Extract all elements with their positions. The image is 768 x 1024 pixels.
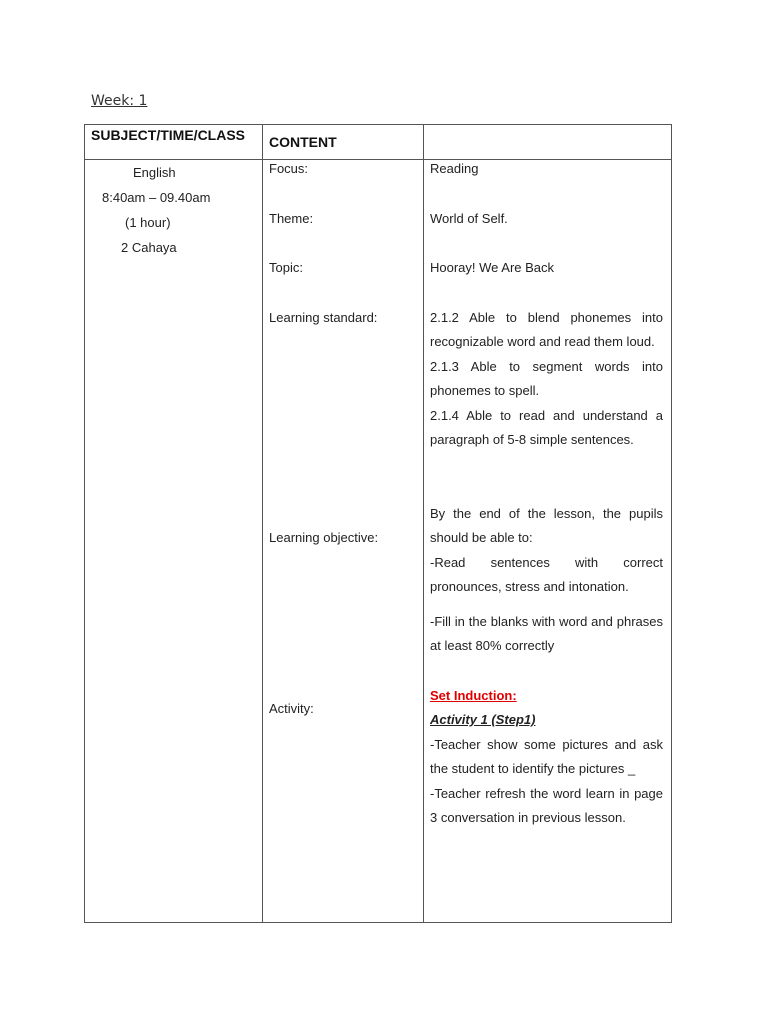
header-empty-label xyxy=(424,125,671,127)
subject-time: 8:40am – 09.40am xyxy=(102,190,211,205)
learning-objectives xyxy=(424,502,671,659)
learning-standards xyxy=(424,306,671,453)
subject-info xyxy=(85,160,262,260)
theme-label: Theme: xyxy=(269,211,314,226)
learning-objective-label: Learning objective: xyxy=(269,530,379,545)
labels-cell xyxy=(263,160,424,923)
standard-item: 2.1.3 Able to segment words into phonemes to spell. xyxy=(430,358,663,398)
header-cell-subject xyxy=(85,125,263,160)
week-label: Week: 1 xyxy=(91,93,148,109)
set-induction-heading: Set Induction: xyxy=(430,687,517,703)
topic-value: Hooray! We Are Back xyxy=(430,260,555,275)
activity-item: -Teacher show some pictures and ask the student to identify the pictures _ xyxy=(430,736,663,776)
header-content-label: CONTENT xyxy=(269,134,337,150)
header-cell-empty xyxy=(424,125,672,160)
learning-standard-label: Learning standard: xyxy=(269,310,378,325)
header-subject-label: SUBJECT/TIME/CLASS xyxy=(91,127,246,143)
objective-intro: By the end of the lesson, the pupils should be able to: xyxy=(430,505,663,545)
activity-section xyxy=(424,684,671,831)
objective-item: -Fill in the blanks with word and phrases at least 80% correctly xyxy=(430,613,663,653)
lesson-plan-table xyxy=(84,124,672,923)
focus-label: Focus: xyxy=(269,161,309,176)
standard-item: 2.1.2 Able to blend phonemes into recognizable word and read them loud. xyxy=(430,309,663,349)
subject-class: 2 Cahaya xyxy=(121,240,177,255)
activity-item: -Teacher refresh the word learn in page 3 conversation in previous lesson. xyxy=(430,785,663,825)
activity-label: Activity: xyxy=(269,701,314,716)
activity-title: Activity 1 (Step1) xyxy=(430,712,536,727)
subject-name: English xyxy=(133,165,176,180)
focus-value: Reading xyxy=(430,161,479,176)
table-body-row xyxy=(85,160,672,923)
topic-label: Topic: xyxy=(269,260,303,275)
values-cell xyxy=(424,160,672,923)
table-header-row xyxy=(85,125,672,160)
subject-duration: (1 hour) xyxy=(125,215,171,230)
standard-item: 2.1.4 Able to read and understand a paragraph of 5-8 simple sentences. xyxy=(430,407,663,447)
header-cell-content xyxy=(263,125,424,160)
theme-value: World of Self. xyxy=(430,210,508,226)
subject-cell xyxy=(85,160,263,923)
objective-item: -Read sentences with correct pronounces, stress and intonation. xyxy=(430,554,663,594)
